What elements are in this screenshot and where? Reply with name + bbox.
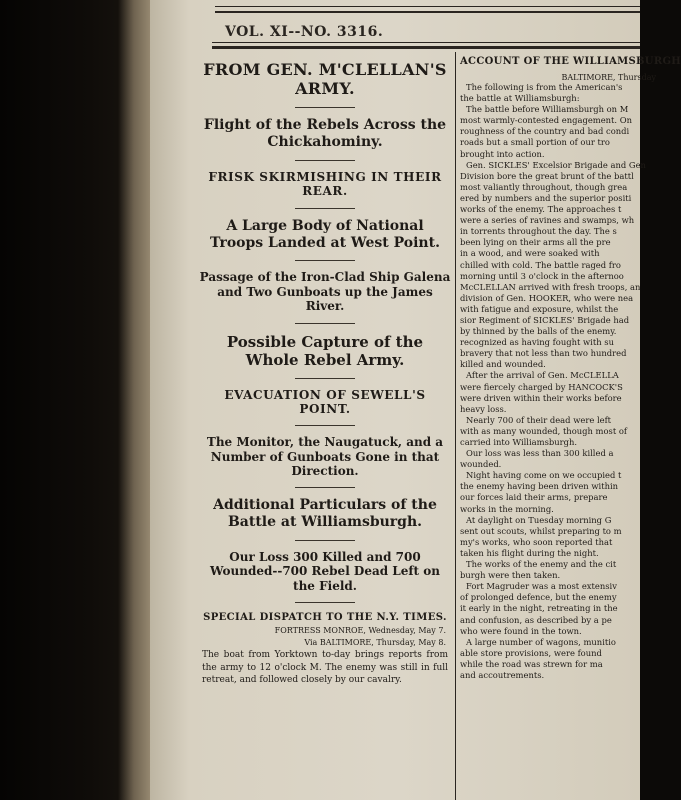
dateline-place: BALTIMORE, Thursday bbox=[561, 73, 656, 82]
dispatch-heading: SPECIAL DISPATCH TO THE N.Y. TIMES. bbox=[203, 612, 447, 624]
headline: Passage of the Iron-Clad Ship Galena and Two Gunboats up the James River. bbox=[199, 270, 451, 314]
article-line: and accoutrements. bbox=[460, 669, 545, 680]
headline: Our Loss 300 Killed and 700 Wounded--700 Rebel Dead Left on the Field. bbox=[210, 550, 440, 593]
article-line: Night having come on we occupied t bbox=[466, 470, 622, 481]
article-line: burgh were then taken. bbox=[460, 570, 561, 581]
headline: FRISK SKIRMISHING IN THEIR REAR. bbox=[208, 169, 442, 199]
article-line: by thinned by the balls of the enemy. bbox=[460, 326, 617, 337]
headline-divider bbox=[295, 487, 355, 488]
article-line: works of the enemy. The approaches t bbox=[460, 204, 622, 215]
headline-divider bbox=[295, 107, 355, 108]
article-line: The battle before Williamsburgh on M bbox=[466, 104, 629, 115]
article-line: chilled with cold. The battle raged fro bbox=[460, 259, 621, 270]
article-line: our forces laid their arms, prepare bbox=[460, 492, 608, 503]
article-line: wounded. bbox=[460, 459, 502, 470]
article-line: been lying on their arms all the pre bbox=[460, 237, 611, 248]
headline-divider bbox=[295, 208, 355, 209]
article-line: taken his flight during the night. bbox=[460, 547, 599, 558]
article-line: sior Regiment of SICKLES' Brigade had bbox=[460, 314, 630, 325]
article-line: Division bore the great brunt of the battl bbox=[460, 170, 634, 181]
article-line: roughness of the country and bad condi bbox=[460, 126, 630, 137]
article-line: Fort Magruder was a most extensiv bbox=[466, 581, 617, 592]
lead-column bbox=[198, 56, 452, 686]
article-line: with fatigue and exposure, whilst the bbox=[460, 303, 619, 314]
volume-number: VOL. XI--NO. 3316. bbox=[225, 24, 384, 40]
headline-divider bbox=[295, 602, 355, 603]
headline-divider bbox=[295, 378, 355, 379]
article-line: who were found in the town. bbox=[460, 625, 582, 636]
article-line: Gen. SICKLES' Excelsior Brigade and Gen bbox=[466, 159, 646, 170]
dispatch-dateline: FORTRESS MONROE, Wednesday, May 7. bbox=[274, 626, 446, 636]
article-line: morning until 3 o'clock in the afternoo bbox=[460, 270, 624, 281]
article-line: killed and wounded. bbox=[460, 359, 546, 370]
article-line: able store provisions, were found bbox=[460, 647, 602, 658]
headline: Flight of the Rebels Across the Chickahominy. bbox=[203, 117, 447, 151]
dispatch-dateline: Via BALTIMORE, Thursday, May 8. bbox=[304, 637, 446, 647]
article-line: in a wood, and were soaked with bbox=[460, 248, 600, 259]
article-line: the enemy having been driven within bbox=[460, 481, 619, 492]
article-line: works in the morning. bbox=[460, 503, 554, 514]
article-line: were driven within their works before bbox=[460, 392, 622, 403]
article-line: Nearly 700 of their dead were left bbox=[466, 414, 612, 425]
article-line: carried into Williamsburgh. bbox=[460, 437, 578, 447]
column-divider bbox=[455, 52, 456, 800]
article-line: The works of the enemy and the cit bbox=[466, 559, 617, 570]
article-line: most valiantly throughout, though grea bbox=[460, 181, 628, 192]
article-line: The following is from the American's bbox=[466, 82, 623, 92]
masthead-rule-thin bbox=[212, 42, 640, 43]
headline-divider bbox=[295, 160, 355, 161]
headline: Possible Capture of the Whole Rebel Army. bbox=[226, 332, 424, 369]
dispatch-body: The boat from Yorktown to-day brings reports from the army to 12 o'clock M. The enemy was still in full retreat, and followed closely by our cavalry. bbox=[202, 650, 448, 685]
top-rule-thick bbox=[215, 11, 640, 13]
article-line: of prolonged defence, but the enemy bbox=[460, 592, 617, 603]
headline: FROM GEN. M'CLELLAN'S ARMY. bbox=[203, 60, 447, 99]
article-line: After the arrival of Gen. McCLELLA bbox=[466, 370, 619, 381]
headline: EVACUATION OF SEWELL'S POINT. bbox=[224, 387, 426, 416]
headline: A Large Body of National Troops Landed at West Point. bbox=[210, 217, 440, 251]
article-line: A large number of wagons, munitio bbox=[466, 636, 616, 647]
article-line: McCLELLAN arrived with fresh troops, an bbox=[460, 281, 641, 292]
article-body bbox=[460, 82, 660, 681]
headline: Additional Particulars of the Battle at Williamsburgh. bbox=[213, 497, 437, 531]
headline-divider bbox=[295, 425, 355, 426]
article-line: it early in the night, retreating in the bbox=[460, 603, 618, 614]
headline-divider bbox=[295, 260, 355, 261]
article-line: my's works, who soon reported that bbox=[460, 536, 613, 547]
article-line: division of Gen. HOOKER, who were nea bbox=[460, 292, 634, 303]
article-line: Our loss was less than 300 killed a bbox=[466, 448, 614, 459]
article-line: were a series of ravines and swamps, wh bbox=[460, 215, 635, 226]
article-line: ered by numbers and the superior positi bbox=[460, 192, 632, 203]
article-line: while the road was strewn for ma bbox=[460, 658, 603, 669]
article-line: bravery that not less than two hundred bbox=[460, 348, 627, 359]
masthead-rule-thick bbox=[212, 46, 640, 49]
article-line: and confusion, as described by a pe bbox=[460, 614, 612, 625]
column-heading: ACCOUNT OF THE WILLIAMSBURGH bbox=[460, 56, 681, 67]
article-line: recognized as having fought with su bbox=[460, 337, 614, 348]
headline-divider bbox=[295, 540, 355, 541]
article-line: were fiercely charged by HANCOCK'S bbox=[460, 381, 623, 392]
headline: The Monitor, the Naugatuck, and a Number of Gunboats Gone in that Direction. bbox=[206, 435, 444, 479]
headline-divider bbox=[295, 323, 355, 324]
article-line: At daylight on Tuesday morning G bbox=[466, 514, 612, 525]
article-line: heavy loss. bbox=[460, 403, 507, 414]
article-line: brought into action. bbox=[460, 148, 545, 159]
article-line: in torrents throughout the day. The s bbox=[460, 226, 617, 237]
article-line: roads but a small portion of our tro bbox=[460, 137, 610, 148]
second-column bbox=[460, 56, 681, 681]
article-line: with as many wounded, though most of bbox=[460, 425, 628, 436]
top-rule-thin bbox=[215, 6, 640, 7]
article-line: most warmly-contested engagement. On bbox=[460, 115, 633, 126]
article-line: sent out scouts, whilst preparing to m bbox=[460, 525, 622, 536]
article-line: the battle at Williamsburgh: bbox=[460, 93, 580, 104]
